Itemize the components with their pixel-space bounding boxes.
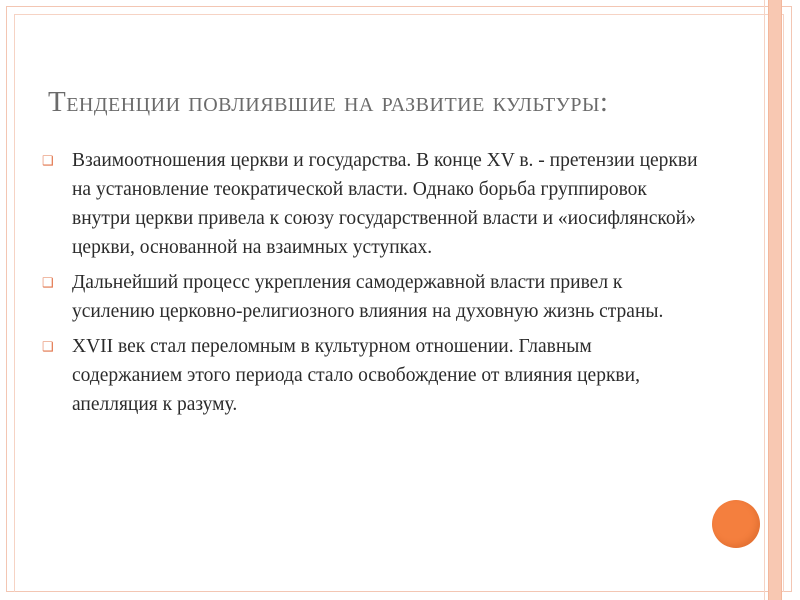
bullet-item bbox=[40, 268, 700, 326]
bullet-list bbox=[40, 146, 700, 425]
bullet-text: Взаимоотношения церкви и государства. В конце XV в. - претензии церкви на установление теократической власти. Однако борьба группировок внутри церкви привела к союзу государственной власти и «иосифлянской» церкви, основанной на взаимных уступках. bbox=[72, 150, 698, 258]
bullet-text: Дальнейший процесс укрепления самодержавной власти привел к усилению церковно-религиозного влияния на духовную жизнь страны. bbox=[72, 272, 664, 322]
decorative-circle-icon bbox=[712, 500, 760, 548]
bullet-icon: ❑ bbox=[42, 275, 54, 290]
decorative-line bbox=[764, 0, 765, 600]
bullet-item bbox=[40, 332, 700, 419]
slide-title: Тенденции повлиявшие на развитие культуры: bbox=[48, 86, 609, 118]
bullet-icon: ❑ bbox=[42, 153, 54, 168]
bullet-item bbox=[40, 146, 700, 262]
decorative-band bbox=[768, 0, 782, 600]
bullet-icon: ❑ bbox=[42, 339, 54, 354]
bullet-text: XVII век стал переломным в культурном отношении. Главным содержанием этого периода стало освобождение от влияния церкви, апелляция к разуму. bbox=[72, 336, 640, 415]
